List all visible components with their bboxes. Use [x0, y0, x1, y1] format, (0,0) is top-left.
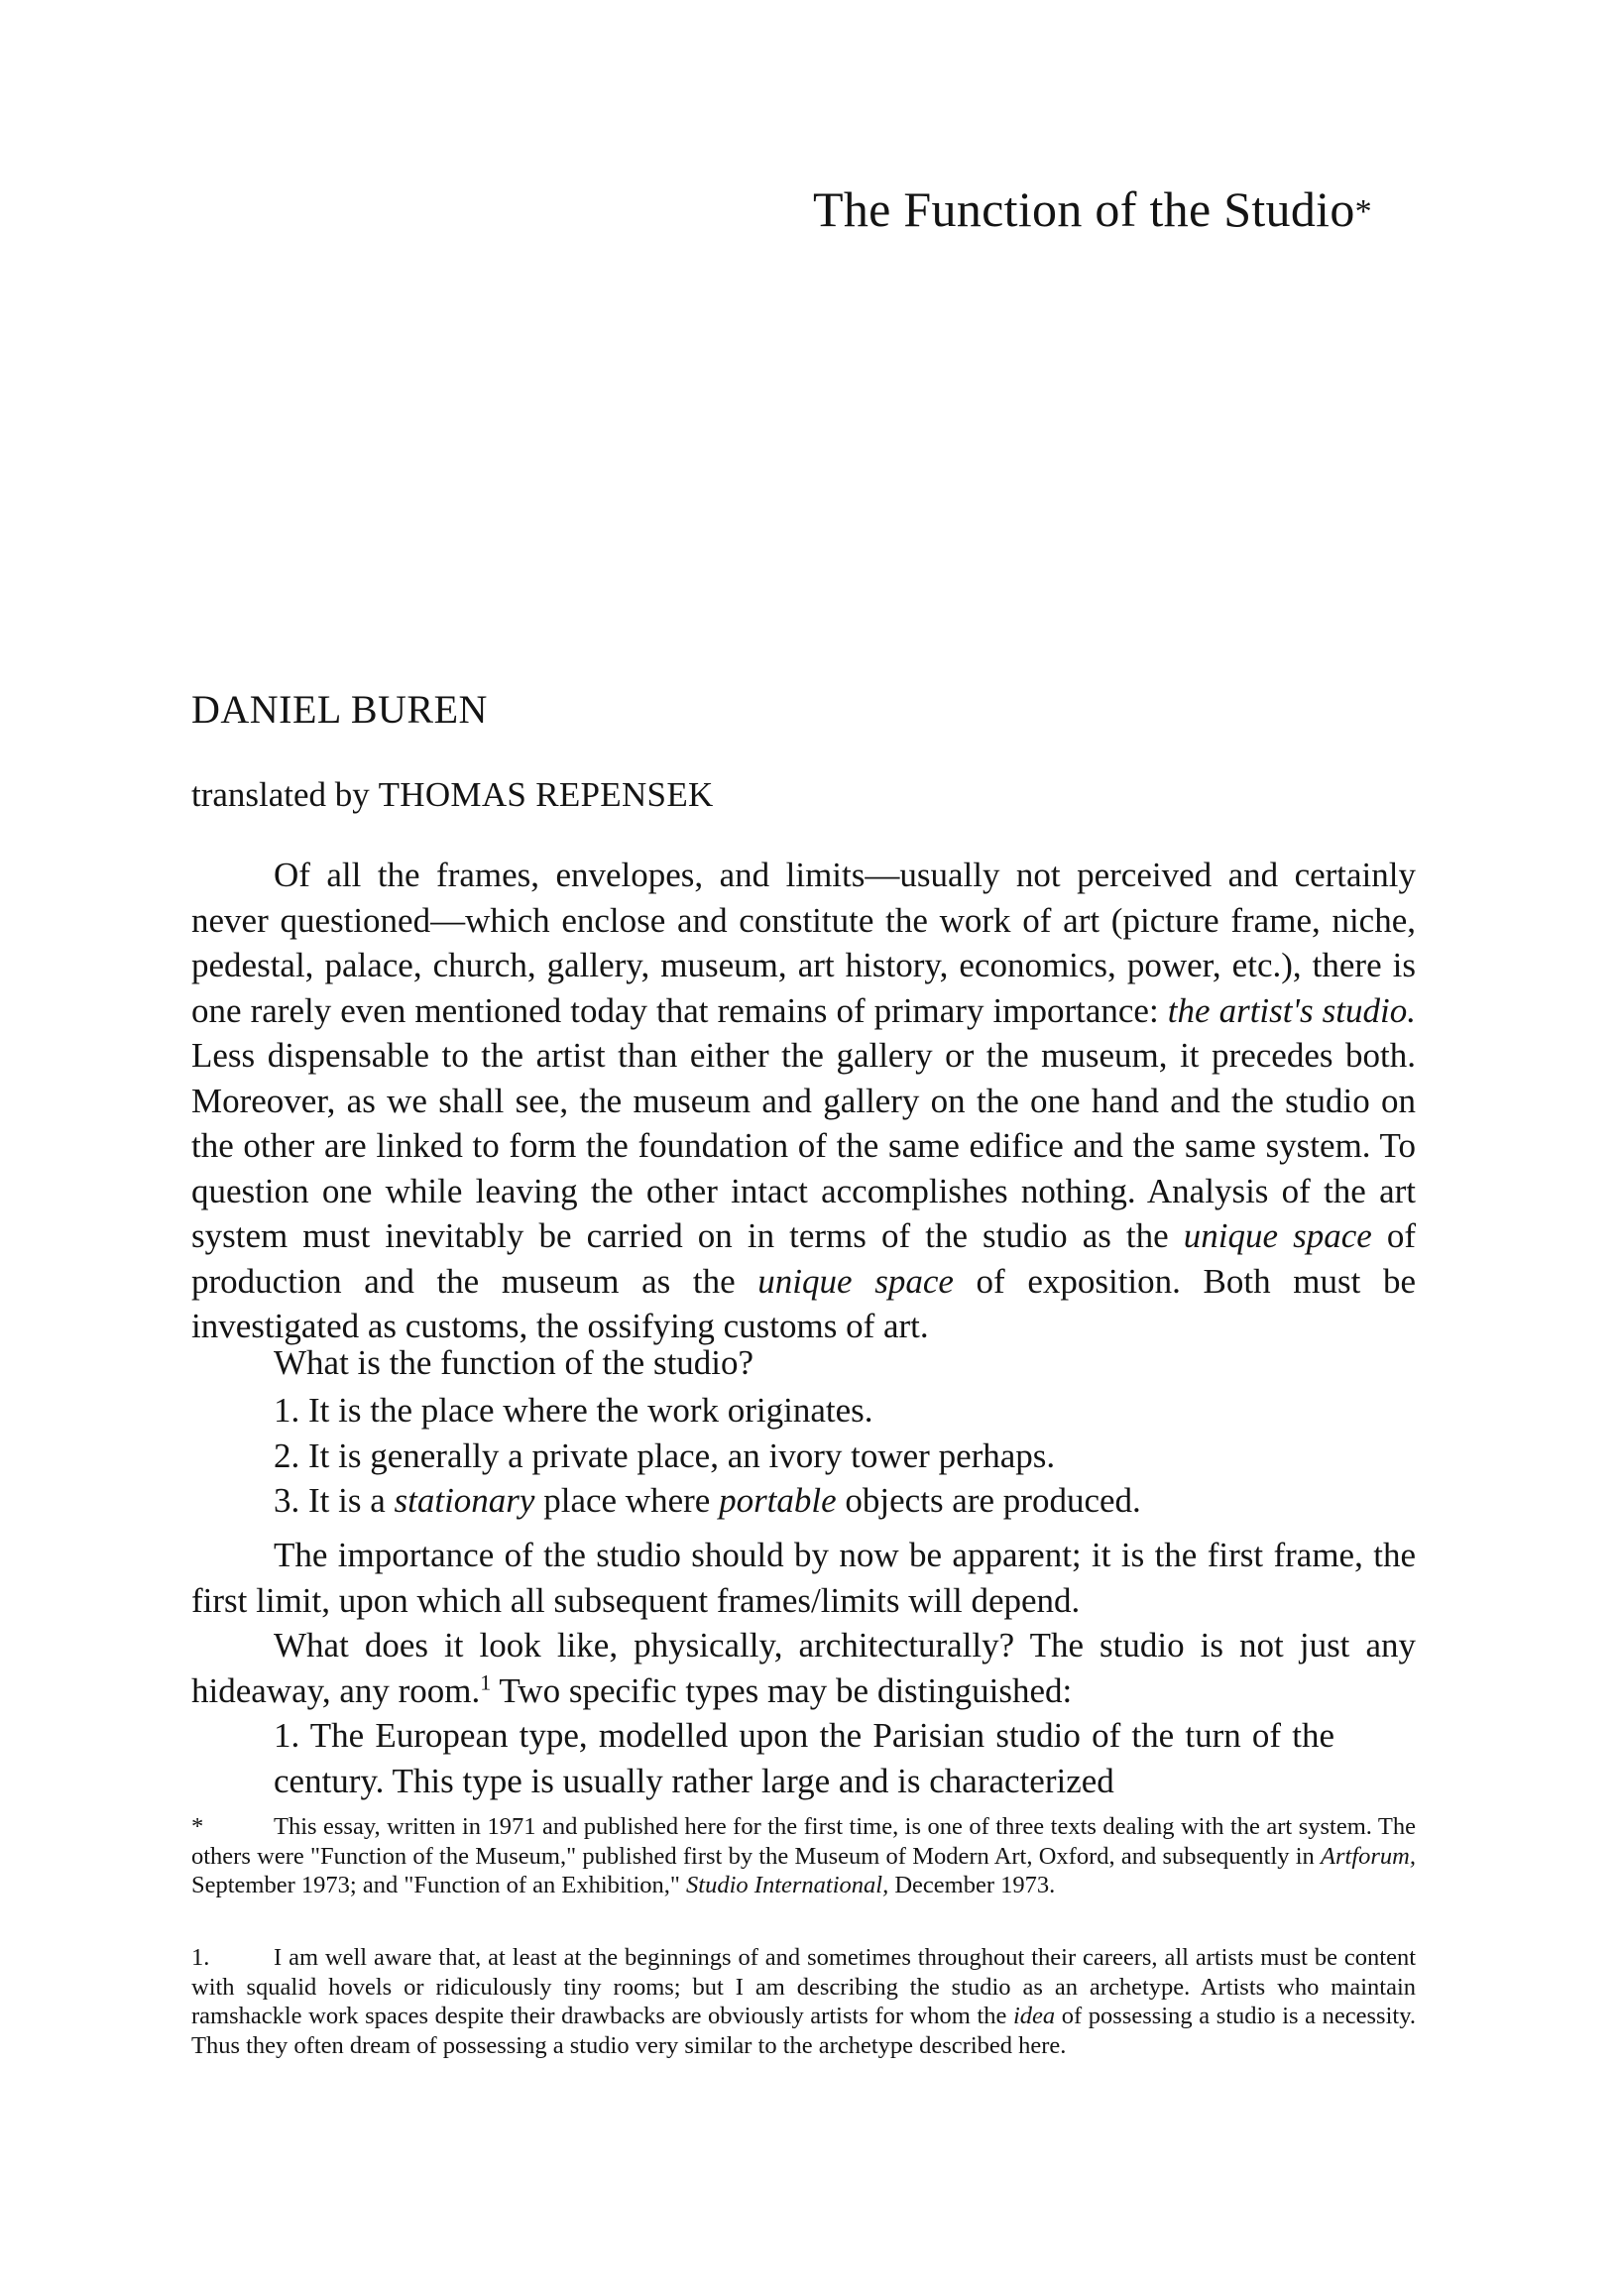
list-item-text: It is a — [308, 1481, 395, 1520]
list-item-text: place where — [534, 1481, 720, 1520]
function-list — [274, 1388, 1141, 1524]
footnote-italic: idea — [1013, 2003, 1056, 2029]
paragraph-1 — [191, 853, 1416, 1349]
list-item — [274, 1388, 1141, 1434]
p1-italic-f: unique space — [757, 1261, 954, 1301]
list-item — [274, 1434, 1141, 1479]
list-item-number: 3. — [274, 1481, 300, 1520]
footnote-mark: * — [191, 1813, 204, 1840]
list-item-number: 1. — [274, 1391, 300, 1430]
list-item-number: 2. — [274, 1435, 300, 1475]
list-item-italic: portable — [719, 1481, 837, 1520]
footnote-text: September 1973; and "Function of an Exhibition," — [191, 1872, 687, 1898]
list-item-text: It is generally a private place, an ivory tower perhaps. — [308, 1435, 1056, 1475]
translator-line — [191, 775, 714, 815]
translator-prefix: translated by — [191, 775, 370, 814]
translator-name: THOMAS REPENSEK — [378, 775, 714, 814]
p4-text-b: Two specific types may be distinguished: — [491, 1670, 1073, 1710]
title-footnote-mark: * — [1354, 193, 1372, 230]
footnote-italic: Studio International, — [686, 1872, 889, 1898]
p1-text-a: Of all the frames, envelopes, and limits—usually not perceived and certainly never questioned—which enclose and constitute the work of art (picture frame, niche, pedestal, palace, church, gallery, museum, art history, economics, power, etc.), there is one rarely even mentioned today that remains of primary importance: — [191, 856, 1416, 1030]
list-item-text: objects are produced. — [836, 1481, 1141, 1520]
paragraph-4 — [191, 1623, 1416, 1713]
p1-italic-b: the artist's studio. — [1167, 990, 1416, 1030]
footnote-italic: Artforum, — [1321, 1842, 1416, 1870]
list-item — [274, 1478, 1141, 1524]
footnote-text: I am well aware that, at least at the beginnings of and sometimes throughout their careers, all artists must be content with squalid hovels or ridiculously tiny rooms; but I am describing the studio as an archetype. Artists who maintain ramshackle work spaces despite their drawbacks are obviously artists for whom the — [191, 1944, 1416, 2029]
list-item-text: It is the place where the work originates. — [308, 1391, 873, 1430]
p1-text-g: of exposition. Both must be investigated as customs, the ossifying customs of art. — [191, 1261, 1416, 1345]
title-text: The Function of the Studio — [813, 181, 1355, 237]
footnote-mark: 1. — [191, 1944, 210, 1971]
p1-text-e: of production and the museum as the — [191, 1216, 1417, 1301]
paragraph-3: The importance of the studio should by now be apparent; it is the first frame, the first limit, upon which all subsequent frames/limits will depend. — [191, 1536, 1416, 1620]
list-item-text: The European type, modelled upon the Parisian studio of the turn of the century. This type is usually rather large and is characterized — [274, 1716, 1334, 1800]
footnote-1 — [191, 1943, 1416, 2060]
list-item-number: 1. — [274, 1716, 300, 1755]
footnote-text: of possessing a studio is a necessity. Thus they often dream of possessing a studio very similar to the archetype described here. — [191, 2003, 1416, 2059]
footnote-text: December 1973. — [888, 1872, 1056, 1898]
footnote-text: This essay, written in 1971 and published here for the first time, is one of three texts dealing with the art system. The others were "Function of the Museum," published first by the Museum of Modern Art, Oxford, and subsequently in — [191, 1813, 1416, 1870]
author-name: DANIEL BUREN — [191, 687, 488, 732]
footnote-reference: 1 — [480, 1668, 492, 1694]
p1-italic-d: unique space — [1183, 1216, 1372, 1255]
studio-type-list-item — [274, 1713, 1334, 1803]
list-item-italic: stationary — [394, 1481, 535, 1520]
footnote-star — [191, 1812, 1416, 1900]
article-title — [813, 180, 1372, 238]
p4-text-a: What does it look like, physically, architecturally? The studio is not just any hideaway, any room. — [191, 1626, 1416, 1710]
paragraph-2: What is the function of the studio? — [274, 1343, 754, 1382]
p1-text-c: Less dispensable to the artist than either the gallery or the museum, it precedes both. Moreover, as we shall see, the museum and gallery on the one hand and the studio on the other are linked to form the foundation of the same edifice and the same system. To question one while leaving the other intact accomplishes nothing. Analysis of the art system must inevitably be carried on in terms of the studio as the — [191, 1036, 1416, 1255]
